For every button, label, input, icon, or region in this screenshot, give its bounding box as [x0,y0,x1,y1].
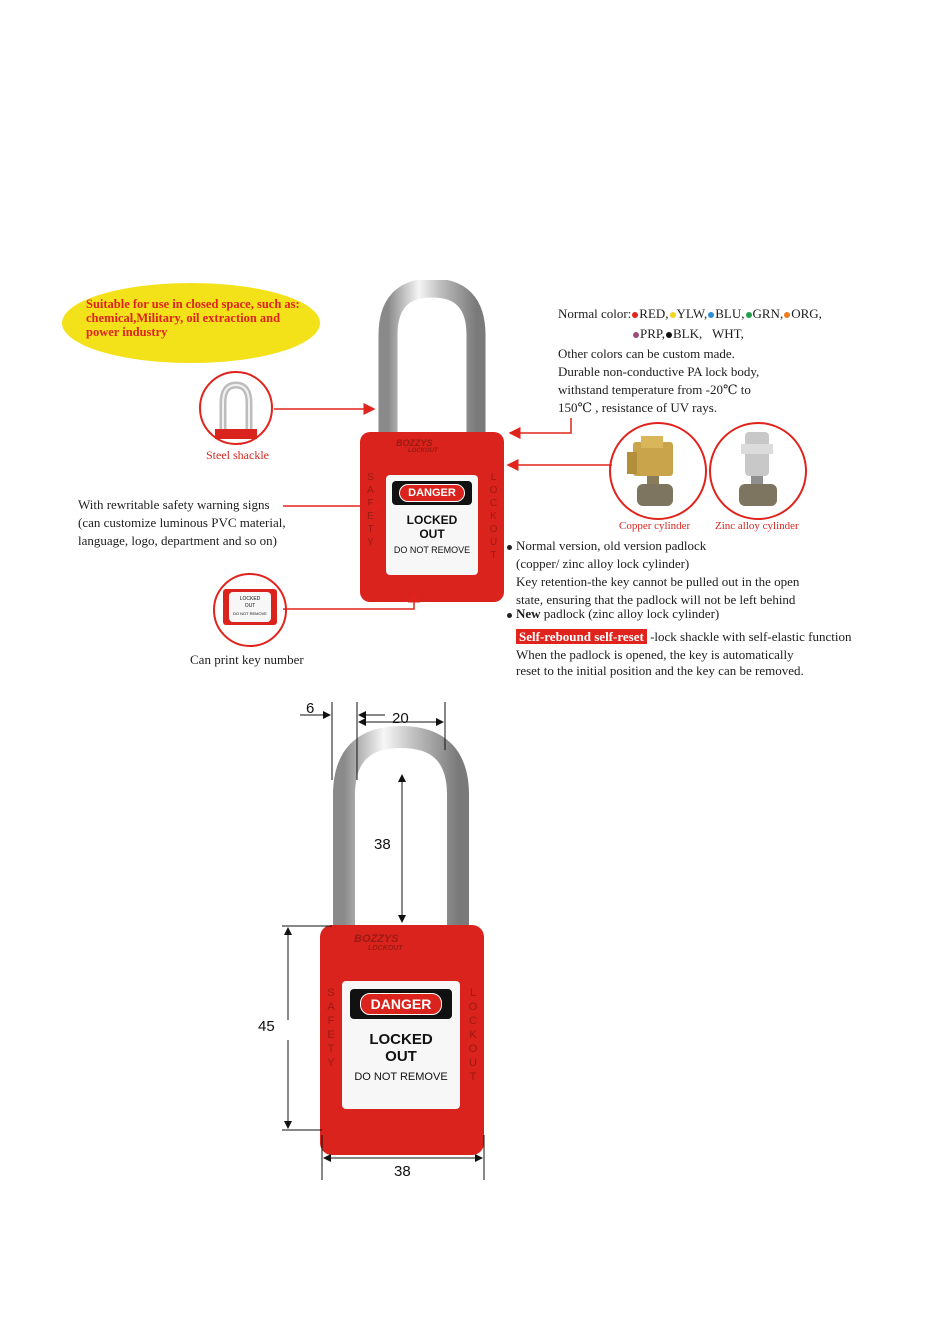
color-option-red: RED [639,306,666,321]
out-text: OUT [419,527,445,541]
application-banner-text: Suitable for use in closed space, such as: chemical,Military, oil extraction and power industry [86,297,300,339]
new-version-desc-1: When the padlock is opened, the key is automatically [516,647,794,662]
zinc-cylinder-label: Zinc alloy cylinder [715,520,799,532]
color-option-blue: BLU [715,306,742,321]
side-text-right: LOCKOUT [467,987,479,1085]
dim-shackle-width: 20 [392,710,409,727]
mini-tag-line-2: OUT [244,603,256,609]
new-version-desc-2: reset to the initial position and the key can be removed. [516,663,804,678]
steel-shackle-label: Steel shackle [206,448,269,462]
dim-body-width: 38 [394,1163,411,1180]
normal-color-line-2: PRP, BLK, WHT, [632,325,744,343]
signs-text-1: With rewritable safety warning signs [78,497,270,512]
danger-text: DANGER [399,484,465,502]
dim-body-height: 45 [258,1018,275,1035]
self-reset-rest: -lock shackle with self-elastic function [646,629,852,644]
side-text-left: SAFETY [325,987,337,1071]
new-bold-text: New [516,606,541,621]
mini-tag-line-3: DO NOT REMOVE [233,611,267,616]
color-option-white: WHT [711,326,741,341]
uv-resistance-text: 150℃ , resistance of UV rays. [558,400,718,415]
danger-text: DANGER [360,993,442,1015]
temperature-text: withstand temperature from -20℃ to [558,382,751,397]
normal-color-prefix: Normal color: [558,306,632,321]
dimension-lines [0,690,933,1210]
color-option-black: BLK [672,326,699,341]
side-text-right: LOCKOUT [488,472,499,563]
locked-text: LOCKED [406,513,458,527]
do-not-remove-text: DO NOT REMOVE [354,1071,448,1083]
out-text: OUT [385,1048,417,1065]
signs-text-3: language, logo, department and so on) [78,533,277,548]
brand-name: BOZZYS [354,933,399,945]
custom-colors-text: Other colors can be custom made. [558,346,735,361]
dim-shackle-thickness: 6 [306,700,315,717]
normal-version-title-text: Normal version, old version padlock [516,538,707,553]
normal-version-sub: (copper/ zinc alloy lock cylinder) [516,556,690,571]
color-option-orange: ORG [791,306,819,321]
mini-tag-line-1: LOCKED [239,596,261,602]
normal-color-line: Normal color: RED, YLW, BLU, GRN, ORG, [558,306,822,321]
side-text-left: SAFETY [365,472,376,550]
new-version-rest: padlock (zinc alloy lock cylinder) [540,606,720,621]
self-reset-highlight: Self-rebound self-reset [516,629,647,644]
color-option-green: GRN [752,306,780,321]
color-option-yellow: YLW [676,306,704,321]
body-material-text: Durable non-conductive PA lock body, [558,364,760,379]
color-option-purple: PRP [640,326,662,341]
brand-sub: LOCKOUT [368,945,403,952]
brand-sub: LOCKOUT [408,448,438,454]
brand-name: BOZZYS [396,438,433,448]
dim-shackle-height: 38 [374,836,391,853]
key-number-label: Can print key number [190,652,304,667]
copper-cylinder-label: Copper cylinder [619,520,691,532]
locked-text: LOCKED [369,1031,433,1048]
normal-version-desc-1: Key retention-the key cannot be pulled out in the open [516,574,800,589]
signs-text-2: (can customize luminous PVC material, [78,515,286,530]
do-not-remove-text: DO NOT REMOVE [393,545,471,555]
normal-version-desc-2: state, ensuring that the padlock will not be left behind [516,592,796,607]
